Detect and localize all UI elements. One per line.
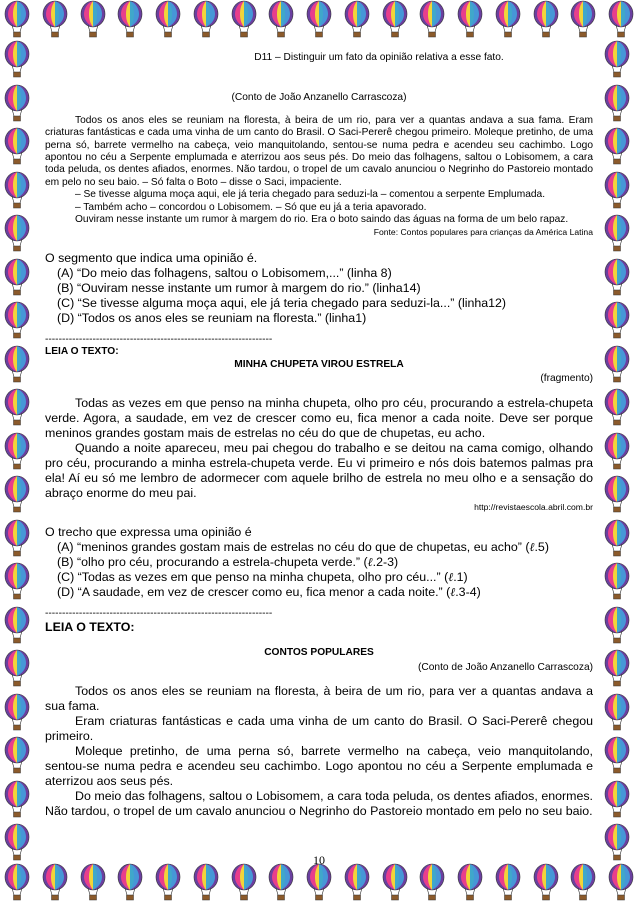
worksheet-content (45, 52, 593, 819)
source-credit: (Conto de João Anzanello Carrascoza) (231, 92, 407, 104)
text1-source: Fonte: Contos populares para crianças da América Latina (373, 227, 593, 238)
hot-air-balloon-icon (115, 0, 145, 40)
section2-title: MINHA CHUPETA VIROU ESTRELA (234, 358, 404, 370)
section2-source: http://revistaescola.abril.com.br (474, 501, 593, 512)
question2-option-a-text: (A) “meninos grandes gostam mais de estrelas no céu do que de chupetas, eu acho” ( (57, 539, 530, 554)
hot-air-balloon-icon (380, 863, 410, 903)
section3-lead: LEIA O TEXTO: (45, 620, 135, 635)
hot-air-balloon-icon (602, 519, 632, 559)
hot-air-balloon-icon (229, 863, 259, 903)
hot-air-balloon-icon (304, 863, 334, 903)
hot-air-balloon-icon (602, 649, 632, 689)
hot-air-balloon-icon (2, 606, 32, 646)
section3-paragraph-3: Moleque pretinho, de uma perna só, barrete vermelho na cabeça, veio manquitolando, sentou-se numa pedra e acendeu seu cachimbo. Logo apontou no céu a Serpente emplumada e aterrizou aos seus pés. (45, 744, 593, 789)
question1-option-b[interactable]: (B) “Ouviram nesse instante um rumor à margem do rio.” (linha14) (57, 280, 421, 295)
hot-air-balloon-icon (78, 863, 108, 903)
hot-air-balloon-icon (2, 562, 32, 602)
hot-air-balloon-icon (153, 0, 183, 40)
ell-symbol: ℓ (529, 539, 535, 554)
hot-air-balloon-icon (40, 863, 70, 903)
hot-air-balloon-icon (191, 863, 221, 903)
question2-option-b-ref: .2-3) (372, 554, 399, 569)
hot-air-balloon-icon (602, 127, 632, 167)
hot-air-balloon-icon (493, 863, 523, 903)
hot-air-balloon-icon (2, 693, 32, 733)
hot-air-balloon-icon (2, 649, 32, 689)
section3-paragraph-4: Do meio das folhagens, saltou o Lobisomem, a cara toda peluda, os dentes afiados, enormes. Não tardou, o tropel de um cavalo anunciou o Negrinho do Pastoreio montado em pelo no seu baio. (45, 789, 593, 819)
hot-air-balloon-icon (191, 0, 221, 40)
question1-stem: O segmento que indica uma opinião é. (45, 250, 258, 265)
hot-air-balloon-icon (531, 0, 561, 40)
hot-air-balloon-icon (2, 475, 32, 515)
hot-air-balloon-icon (531, 863, 561, 903)
ell-symbol: ℓ (367, 554, 373, 569)
text1-paragraph: Todos os anos eles se reuniam na floresta, à beira de um rio, para ver a quantas andava a sua fama. Eram criaturas fantásticas e cada uma vinha de um canto do Brasil. O Saci-Pererê chegou primeiro. Moleque pretinho, de uma perna só, barrete vermelho na cabeça, veio manquitolando, sentou-se numa pedra e acendeu seu cachimbo. Logo apontou no céu a Serpente emplumada e aterrizou aos seus pés. Do meio das folhagens, saltou o Lobisomem, a cara toda peluda, os dentes afiados, enormes. Não tardou, o tropel de um cavalo anunciou o Negrinho do Pastoreio montado em pelo no seu baio. – Só falta o Boto – disse o Saci, impaciente. (45, 114, 593, 188)
text1-dialogue-1: – Se tivesse alguma moça aqui, ele já teria chegado para seduzi-la – comentou a serpente Emplumada. (75, 189, 546, 201)
hot-air-balloon-icon (493, 0, 523, 40)
question2-option-d-text: (D) “A saudade, em vez de crescer como eu, fica menor a cada noite.” ( (57, 584, 451, 599)
hot-air-balloon-icon (455, 863, 485, 903)
balloon-border-bottom (0, 863, 638, 903)
page-number: 10 (313, 853, 325, 867)
question2-option-c-text: (C) “Todas as vezes em que penso na minha chupeta, olho pro céu...” ( (57, 569, 449, 584)
question2-option-a-ref: .5) (534, 539, 549, 554)
hot-air-balloon-icon (2, 345, 32, 385)
hot-air-balloon-icon (455, 0, 485, 40)
hot-air-balloon-icon (2, 214, 32, 254)
section3-subtitle: (Conto de João Anzanello Carrascoza) (418, 661, 593, 673)
hot-air-balloon-icon (2, 127, 32, 167)
ell-symbol: ℓ (450, 584, 456, 599)
hot-air-balloon-icon (304, 0, 334, 40)
hot-air-balloon-icon (602, 475, 632, 515)
hot-air-balloon-icon (266, 0, 296, 40)
hot-air-balloon-icon (602, 693, 632, 733)
hot-air-balloon-icon (606, 863, 636, 903)
question1-option-d[interactable]: (D) “Todos os anos eles se reuniam na floresta.” (linha1) (57, 310, 367, 325)
hot-air-balloon-icon (602, 736, 632, 776)
hot-air-balloon-icon (78, 0, 108, 40)
section2-paragraph-2: Quando a noite apareceu, meu pai chegou do trabalho e se deitou na cama comigo, olhando pro céu, procurando a minha estrela-chupeta verde. Eu vi primeiro e nós dois batemos palmas pra ela! Aí eu só me lembro de adormecer com aquele brilho de estrela no meu olho e a sensação do abraço enorme do meu pai. (45, 440, 593, 500)
hot-air-balloon-icon (342, 863, 372, 903)
text1-closing: Ouviram nesse instante um rumor à margem do rio. Era o boto saindo das águas na forma de um belo rapaz. (75, 214, 569, 226)
hot-air-balloon-icon (2, 780, 32, 820)
separator-line: ------------------------------------------------------------------- (45, 333, 273, 345)
hot-air-balloon-icon (606, 0, 636, 40)
hot-air-balloon-icon (602, 432, 632, 472)
hot-air-balloon-icon (417, 0, 447, 40)
hot-air-balloon-icon (568, 863, 598, 903)
hot-air-balloon-icon (417, 863, 447, 903)
hot-air-balloon-icon (602, 258, 632, 298)
balloon-border-top (0, 0, 638, 40)
hot-air-balloon-icon (602, 214, 632, 254)
hot-air-balloon-icon (115, 863, 145, 903)
question1-option-c[interactable]: (C) “Se tivesse alguma moça aqui, ele já teria chegado para seduzi-la...” (linha12) (57, 295, 507, 310)
text1-dialogue-2: – Também acho – concordou o Lobisomem. – Só que eu já a teria apavorado. (75, 201, 427, 213)
question1-option-a[interactable]: (A) “Do meio das folhagens, saltou o Lobisomem,...” (linha 8) (57, 265, 392, 280)
hot-air-balloon-icon (153, 863, 183, 903)
hot-air-balloon-icon (602, 345, 632, 385)
hot-air-balloon-icon (602, 606, 632, 646)
hot-air-balloon-icon (342, 0, 372, 40)
hot-air-balloon-icon (602, 171, 632, 211)
section2-subtitle: (fragmento) (540, 373, 593, 385)
hot-air-balloon-icon (602, 301, 632, 341)
separator-line: ------------------------------------------------------------------- (45, 607, 273, 619)
balloon-border-right (602, 40, 636, 863)
descriptor-heading: D11 – Distinguir um fato da opinião relativa a esse fato. (254, 52, 504, 63)
hot-air-balloon-icon (2, 388, 32, 428)
hot-air-balloon-icon (229, 0, 259, 40)
hot-air-balloon-icon (266, 863, 296, 903)
hot-air-balloon-icon (2, 258, 32, 298)
question2-option-a[interactable] (45, 540, 593, 555)
hot-air-balloon-icon (2, 432, 32, 472)
hot-air-balloon-icon (2, 40, 32, 80)
question2-stem: O trecho que expressa uma opinião é (45, 524, 252, 539)
question2-option-c[interactable] (45, 570, 593, 585)
hot-air-balloon-icon (602, 388, 632, 428)
hot-air-balloon-icon (602, 780, 632, 820)
hot-air-balloon-icon (2, 736, 32, 776)
question2-option-b[interactable] (45, 555, 593, 570)
hot-air-balloon-icon (40, 0, 70, 40)
section3-paragraph-1: Todos os anos eles se reuniam na floresta, à beira de um rio, para ver a quantas andava a sua fama. (45, 684, 593, 714)
question2-option-d[interactable] (45, 585, 593, 600)
hot-air-balloon-icon (568, 0, 598, 40)
section3-title: CONTOS POPULARES (264, 647, 374, 659)
hot-air-balloon-icon (2, 0, 32, 40)
hot-air-balloon-icon (2, 519, 32, 559)
hot-air-balloon-icon (602, 84, 632, 124)
ell-symbol: ℓ (448, 569, 454, 584)
question2-option-d-ref: .3-4) (455, 584, 481, 599)
question2-option-c-ref: .1) (453, 569, 468, 584)
hot-air-balloon-icon (2, 84, 32, 124)
section2-paragraph-1: Todas as vezes em que penso na minha chupeta, olho pro céu, procurando a estrela-chupeta verde. Agora, a saudade, em vez de crescer como eu, fica menor a cada noite. Deve ser porque meninos grandes gostam mais de estrelas no céu do que de chupetas, eu acho. (45, 395, 593, 440)
question2-option-b-text: (B) “olho pro céu, procurando a estrela-chupeta verde.” ( (57, 554, 368, 569)
hot-air-balloon-icon (2, 863, 32, 903)
hot-air-balloon-icon (380, 0, 410, 40)
hot-air-balloon-icon (602, 40, 632, 80)
hot-air-balloon-icon (602, 562, 632, 602)
hot-air-balloon-icon (2, 171, 32, 211)
section3-paragraph-2: Eram criaturas fantásticas e cada uma vinha de um canto do Brasil. O Saci-Pererê chegou primeiro. (45, 714, 593, 744)
balloon-border-left (2, 40, 36, 863)
section2-lead: LEIA O TEXTO: (45, 346, 119, 358)
hot-air-balloon-icon (2, 301, 32, 341)
